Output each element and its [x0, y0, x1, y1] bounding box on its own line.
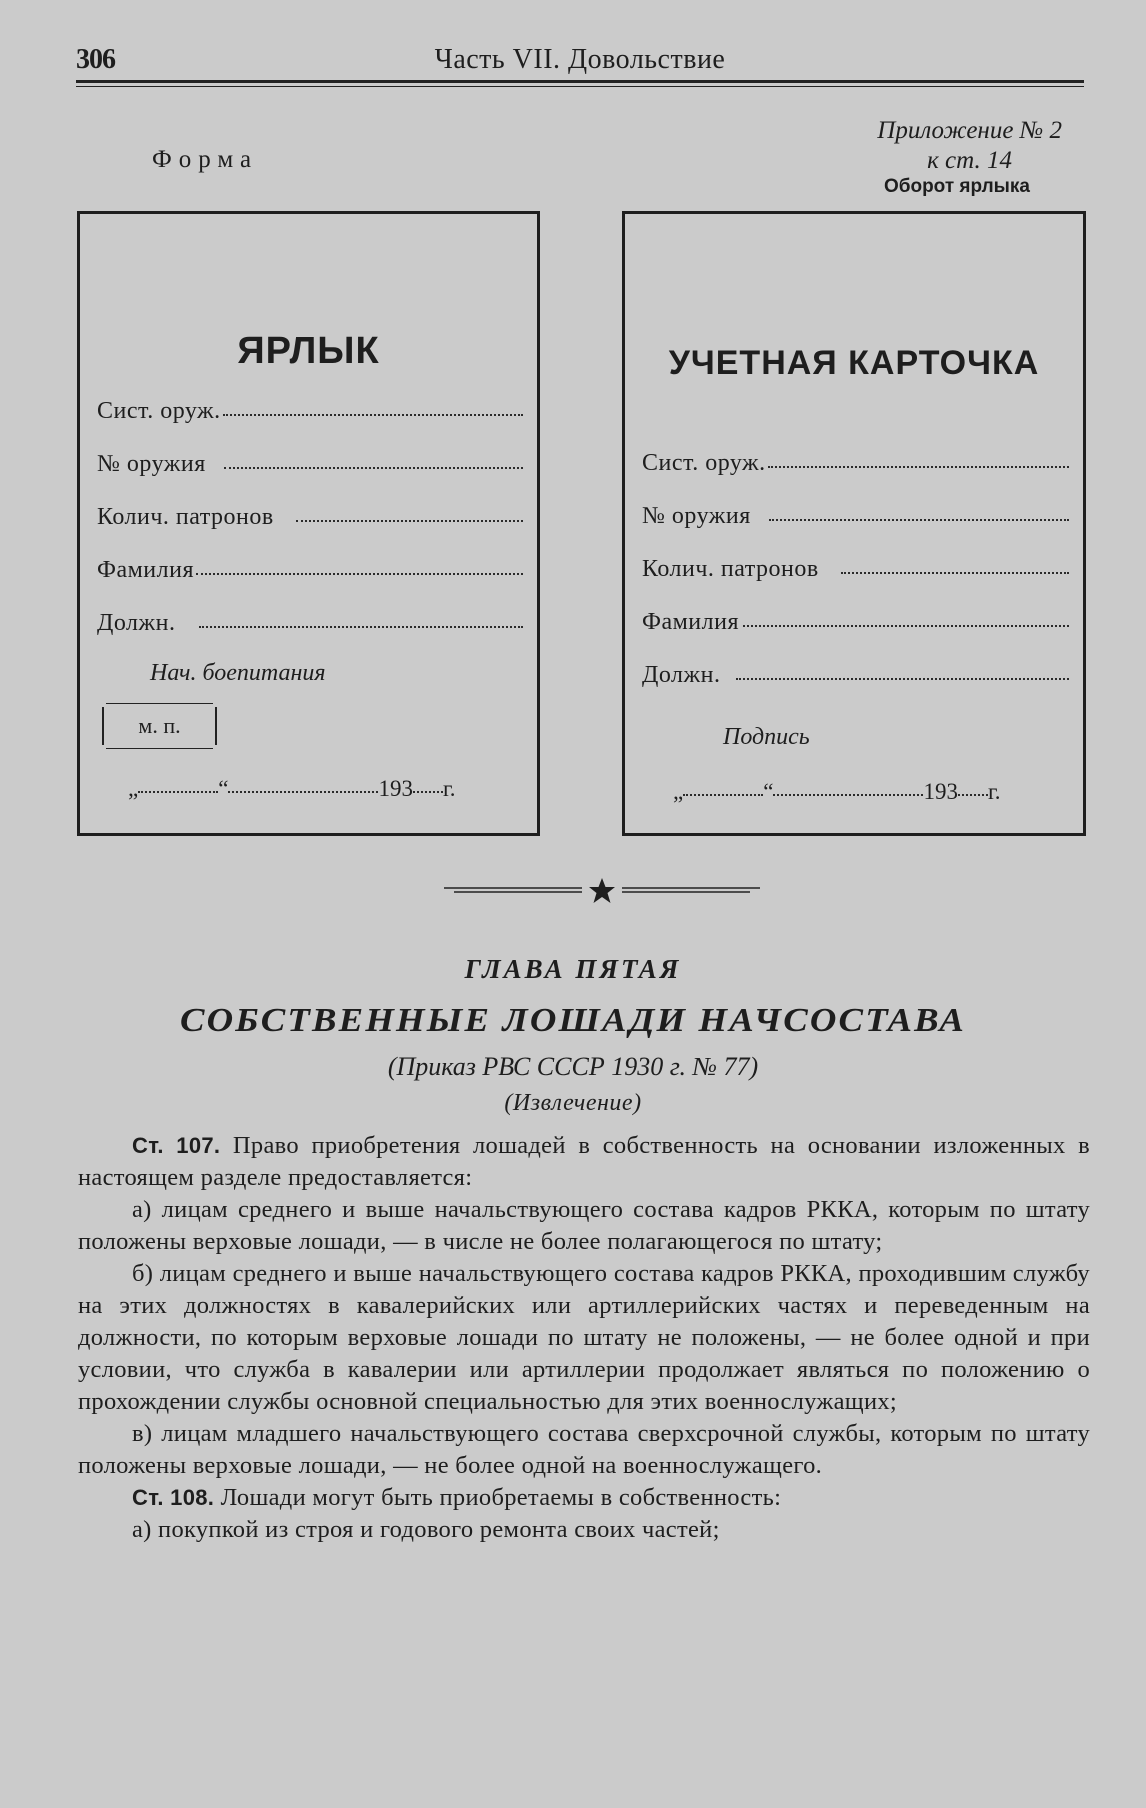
- date-year: 193: [923, 779, 958, 804]
- fill-line: [743, 624, 1069, 627]
- field-label: № оружия: [97, 451, 206, 477]
- date-close-quote: “: [218, 776, 229, 801]
- appendix-line-2: к ст. 14: [927, 147, 1012, 174]
- year-fill: [958, 793, 988, 796]
- record-card: [622, 211, 1086, 836]
- paragraph-text: б) лицам среднего и выше начальствующего состава кадров РККА, проходившим службу на этих должностях в кавалерийских или артиллерийских частях и переведенным на должности, по которым верховые лошади по штату не положены, — не более одной и при условии, что служба в кавалерии или артиллерии продолжает являться по положению о прохождении службы основной специальностью для этих военнослужащих;: [78, 1260, 1090, 1415]
- tag-card: [77, 211, 540, 836]
- record-field-position: [642, 662, 1069, 689]
- tag-field-surname: [97, 557, 523, 584]
- chapter-label: ГЛАВА ПЯТАЯ: [464, 954, 682, 984]
- paragraph-text: а) покупкой из строя и годового ремонта своих частей;: [132, 1516, 720, 1543]
- tag-field-cartridges: [97, 504, 523, 531]
- star-icon: [589, 878, 615, 903]
- date-open-quote: „: [673, 779, 684, 804]
- tag-field-position: [97, 610, 523, 637]
- paragraph: [78, 1482, 1090, 1514]
- field-label: Сист. оруж.: [642, 450, 766, 476]
- body-text: [78, 1130, 1090, 1546]
- header-rule-thin: [76, 86, 1084, 87]
- fill-line: [224, 466, 523, 469]
- day-fill: [683, 793, 763, 796]
- paragraph: [78, 1258, 1090, 1418]
- extract-note: (Извлечение): [504, 1090, 642, 1116]
- seal-place-label: м. п.: [138, 713, 181, 738]
- day-fill: [138, 790, 218, 793]
- paragraph: [78, 1514, 1090, 1546]
- paragraph: [78, 1418, 1090, 1482]
- fill-line: [736, 677, 1069, 680]
- header-rule: [76, 80, 1084, 83]
- field-label: Сист. оруж.: [97, 398, 221, 424]
- paragraph-text: Лошади могут быть приобретаемы в собственность:: [220, 1484, 782, 1511]
- tag-signature-label: Нач. боепитания: [150, 660, 326, 686]
- fill-line: [841, 571, 1069, 574]
- fill-line: [769, 518, 1069, 521]
- tag-date-line: [128, 776, 456, 802]
- fill-line: [196, 572, 523, 575]
- record-field-cartridges: [642, 556, 1069, 583]
- tag-field-weapon-system: [97, 398, 523, 425]
- paragraph-text: Право приобретения лошадей в собственность на основании изложенных в настоящем разделе предоставляется:: [78, 1132, 1091, 1191]
- star-divider-ornament: [444, 877, 760, 905]
- article-number: Ст. 108.: [132, 1485, 215, 1510]
- month-fill: [773, 793, 923, 796]
- date-year: 193: [378, 776, 413, 801]
- forma-label: Форма: [152, 146, 259, 173]
- record-field-weapon-number: [642, 503, 1069, 530]
- record-field-surname: [642, 609, 1069, 636]
- month-fill: [228, 790, 378, 793]
- paragraph: [78, 1130, 1090, 1194]
- fill-line: [223, 413, 523, 416]
- field-label: Должн.: [97, 610, 176, 636]
- article-number: Ст. 107.: [132, 1133, 221, 1158]
- part-title: Часть VII. Довольствие: [434, 44, 726, 75]
- field-label: Колич. патронов: [642, 556, 819, 582]
- paragraph-text: в) лицам младшего начальствующего состава сверхсрочной службы, которым по штату положены верховые лошади, — не более одной на военнослужащего.: [78, 1420, 1090, 1479]
- order-reference: (Приказ РВС СССР 1930 г. № 77): [387, 1052, 759, 1081]
- chapter-title: СОБСТВЕННЫЕ ЛОШАДИ НАЧСОСТАВА: [179, 1002, 967, 1039]
- seal-place-box: [102, 707, 217, 745]
- paragraph: [78, 1194, 1090, 1258]
- record-field-weapon-system: [642, 450, 1069, 477]
- tag-field-weapon-number: [97, 451, 523, 478]
- date-close-quote: “: [763, 779, 774, 804]
- running-head: [76, 44, 1084, 78]
- date-open-quote: „: [128, 776, 139, 801]
- date-suffix: г.: [442, 776, 456, 801]
- tag-card-title: ЯРЛЫК: [237, 330, 380, 372]
- fill-line: [296, 519, 523, 522]
- page-number: 306: [76, 44, 115, 75]
- appendix-reference: [877, 116, 1062, 176]
- record-date-line: [673, 779, 1001, 805]
- fill-line: [768, 465, 1069, 468]
- field-label: Фамилия: [97, 557, 195, 583]
- paragraph-text: а) лицам среднего и выше начальствующего состава кадров РККА, которым по штату положены верховые лошади, — в числе не более полагающегося по штату;: [78, 1196, 1090, 1255]
- field-label: Фамилия: [642, 609, 740, 635]
- field-label: Должн.: [642, 662, 721, 688]
- record-signature-label: Подпись: [723, 724, 810, 750]
- fill-line: [199, 625, 523, 628]
- year-fill: [413, 790, 443, 793]
- appendix-line-1: Приложение № 2: [877, 117, 1062, 144]
- record-card-title: УЧЕТНАЯ КАРТОЧКА: [668, 344, 1040, 382]
- date-suffix: г.: [987, 779, 1001, 804]
- reverse-label: Оборот ярлыка: [883, 176, 1030, 197]
- field-label: Колич. патронов: [97, 504, 274, 530]
- field-label: № оружия: [642, 503, 751, 529]
